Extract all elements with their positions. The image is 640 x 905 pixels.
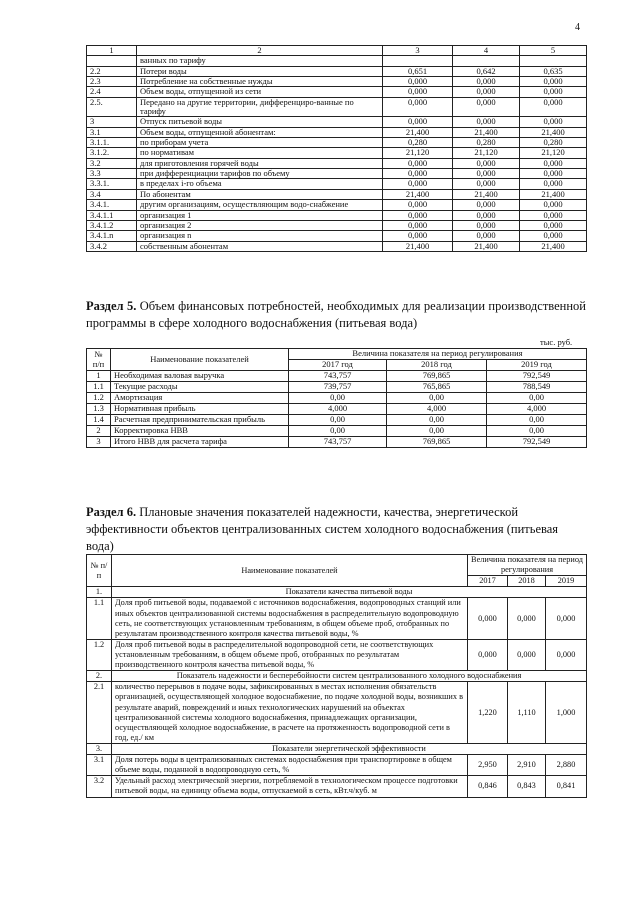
value-cell: 0,000 xyxy=(453,231,520,241)
table-body xyxy=(87,56,587,252)
row-label: Передано на другие территории, дифференциро-ванные по тарифу xyxy=(137,97,383,117)
indicators-table xyxy=(86,554,587,798)
value-cell: 0,000 xyxy=(383,169,453,179)
value-cell: 0,000 xyxy=(508,598,546,639)
value-cell: 21,120 xyxy=(453,148,520,158)
row-number: 3.4.1. xyxy=(87,200,137,210)
row-label: Удельный расход электрической энергии, потребляемой в технологическом процессе подготовки питьевой воды, на единицу объема воды, отпускаемой в сеть, кВт.ч/куб. м xyxy=(112,776,468,797)
table-row xyxy=(87,138,587,148)
header-cell-year: 2018 год xyxy=(387,360,487,371)
row-number: 1.2 xyxy=(87,393,111,404)
row-label: Потребление на собственные нужды xyxy=(137,77,383,87)
water-volume-table xyxy=(86,45,587,252)
header-cell: 2 xyxy=(137,46,383,56)
value-cell: 0,000 xyxy=(383,87,453,97)
section-6-heading xyxy=(86,504,586,555)
row-label: Итого НВВ для расчета тарифа xyxy=(111,437,289,448)
value-cell xyxy=(520,56,587,66)
value-cell: 743,757 xyxy=(289,437,387,448)
row-number: 3 xyxy=(87,437,111,448)
value-cell xyxy=(383,56,453,66)
value-cell: 0,642 xyxy=(453,66,520,76)
page-number: 4 xyxy=(575,22,580,33)
value-cell: 765,865 xyxy=(387,382,487,393)
value-cell: 0,00 xyxy=(487,393,587,404)
row-number: 3.3 xyxy=(87,169,137,179)
value-cell: 0,651 xyxy=(383,66,453,76)
value-cell: 21,400 xyxy=(520,241,587,251)
value-cell: 0,000 xyxy=(383,220,453,230)
row-number: 3.1 xyxy=(87,755,112,776)
table-row xyxy=(87,426,587,437)
value-cell: 0,00 xyxy=(289,393,387,404)
value-cell: 739,757 xyxy=(289,382,387,393)
value-cell: 2,880 xyxy=(546,755,587,776)
table-row xyxy=(87,179,587,189)
table-row xyxy=(87,371,587,382)
value-cell: 0,000 xyxy=(468,598,508,639)
row-number: 3.1.2. xyxy=(87,148,137,158)
value-cell: 0,000 xyxy=(520,200,587,210)
value-cell: 4,000 xyxy=(487,404,587,415)
table-row xyxy=(87,755,587,776)
table-row xyxy=(87,77,587,87)
table-row xyxy=(87,210,587,220)
value-cell: 788,549 xyxy=(487,382,587,393)
row-label: организация 2 xyxy=(137,220,383,230)
value-cell: 792,549 xyxy=(487,437,587,448)
table-row xyxy=(87,148,587,158)
value-cell: 21,400 xyxy=(383,241,453,251)
row-number: 3.1.1. xyxy=(87,138,137,148)
header-cell: 5 xyxy=(520,46,587,56)
row-number: 1. xyxy=(87,587,112,598)
table-row xyxy=(87,127,587,137)
table-row xyxy=(87,404,587,415)
financial-needs-table xyxy=(86,348,587,448)
table-row xyxy=(87,56,587,66)
value-cell: 0,000 xyxy=(520,210,587,220)
header-cell-year: 2019 год xyxy=(487,360,587,371)
value-cell: 0,841 xyxy=(546,776,587,797)
row-label: ванных по тарифу xyxy=(137,56,383,66)
value-cell: 0,000 xyxy=(453,87,520,97)
value-cell: 21,400 xyxy=(383,189,453,199)
table-row xyxy=(87,437,587,448)
table-row xyxy=(87,169,587,179)
value-cell: 0,000 xyxy=(520,220,587,230)
value-cell: 0,000 xyxy=(520,158,587,168)
header-cell-year: 2017 xyxy=(468,576,508,587)
table-row xyxy=(87,231,587,241)
row-number: 3.2 xyxy=(87,158,137,168)
row-label: Текущие расходы xyxy=(111,382,289,393)
row-number: 3.4.1.2 xyxy=(87,220,137,230)
header-cell-year: 2017 год xyxy=(289,360,387,371)
value-cell: 0,000 xyxy=(383,77,453,87)
value-cell: 792,549 xyxy=(487,371,587,382)
header-cell-name: Наименование показателей xyxy=(112,555,468,587)
value-cell: 2,910 xyxy=(508,755,546,776)
value-cell: 0,000 xyxy=(546,598,587,639)
value-cell: 0,843 xyxy=(508,776,546,797)
section-5-heading xyxy=(86,298,586,332)
section-row xyxy=(87,587,587,598)
header-cell: 3 xyxy=(383,46,453,56)
table-row xyxy=(87,382,587,393)
table-row xyxy=(87,200,587,210)
value-cell: 0,000 xyxy=(520,179,587,189)
table-row xyxy=(87,682,587,744)
row-label: количество перерывов в подаче воды, зафиксированных в местах исполнения обязательств организацией, осуществляющей холодное водоснабжение, по подаче холодной воды, возникших в результате аварий, повреждений и иных технологических нарушений на объектах централизованной системы холодного водоснабжения, принадлежащих организации, осуществляющей холодное водоснабжение, в расчете на протяженность водопроводной сети в год, ед./ км xyxy=(112,682,468,744)
header-cell-year: 2018 xyxy=(508,576,546,587)
value-cell: 0,000 xyxy=(383,179,453,189)
value-cell: 4,000 xyxy=(289,404,387,415)
value-cell: 0,00 xyxy=(487,415,587,426)
section-5-label: Раздел 5. xyxy=(86,299,137,313)
row-number: 2.1 xyxy=(87,682,112,744)
table-row xyxy=(87,415,587,426)
table-row xyxy=(87,220,587,230)
value-cell: 0,000 xyxy=(453,158,520,168)
row-number: 1.1 xyxy=(87,382,111,393)
value-cell: 0,000 xyxy=(453,169,520,179)
value-cell: 0,00 xyxy=(387,393,487,404)
row-label: при дифференциации тарифов по объему xyxy=(137,169,383,179)
row-label: по приборам учета xyxy=(137,138,383,148)
row-number: 3.2 xyxy=(87,776,112,797)
row-label: Необходимая валовая выручка xyxy=(111,371,289,382)
value-cell: 0,000 xyxy=(520,231,587,241)
section-row xyxy=(87,671,587,682)
value-cell: 769,865 xyxy=(387,371,487,382)
table-row xyxy=(87,66,587,76)
header-cell-group: Величина показателя на период регулирования xyxy=(468,555,587,576)
header-cell-year: 2019 xyxy=(546,576,587,587)
value-cell: 21,400 xyxy=(453,241,520,251)
value-cell: 4,000 xyxy=(387,404,487,415)
value-cell: 21,400 xyxy=(520,127,587,137)
value-cell: 1,110 xyxy=(508,682,546,744)
value-cell: 21,400 xyxy=(453,127,520,137)
table-row xyxy=(87,189,587,199)
value-cell: 0,00 xyxy=(387,426,487,437)
value-cell: 21,400 xyxy=(383,127,453,137)
header-cell-name: Наименование показателей xyxy=(111,349,289,371)
section-row xyxy=(87,743,587,754)
table-row xyxy=(87,598,587,639)
value-cell: 0,000 xyxy=(520,87,587,97)
table-header-row xyxy=(87,349,587,360)
value-cell: 0,000 xyxy=(383,200,453,210)
value-cell: 0,00 xyxy=(487,426,587,437)
header-cell-group: Величина показателя на период регулирования xyxy=(289,349,587,360)
row-label: Расчетная предпринимательская прибыль xyxy=(111,415,289,426)
table-row xyxy=(87,97,587,117)
table-body xyxy=(87,587,587,797)
row-number: 2.5. xyxy=(87,97,137,117)
value-cell: 743,757 xyxy=(289,371,387,382)
row-label: Отпуск питьевой воды xyxy=(137,117,383,127)
value-cell: 0,000 xyxy=(520,117,587,127)
section-title: Показатели энергетической эффективности xyxy=(112,743,587,754)
row-label: Доля потерь воды в централизованных системах водоснабжения при транспортировке в общем объеме воды, поданной в водопроводную сеть, % xyxy=(112,755,468,776)
row-number: 3 xyxy=(87,117,137,127)
value-cell: 0,000 xyxy=(453,220,520,230)
row-number: 1 xyxy=(87,371,111,382)
value-cell: 0,000 xyxy=(453,77,520,87)
row-label: Потери воды xyxy=(137,66,383,76)
header-cell: 4 xyxy=(453,46,520,56)
row-label: по нормативам xyxy=(137,148,383,158)
value-cell: 0,00 xyxy=(387,415,487,426)
value-cell: 0,000 xyxy=(520,77,587,87)
header-cell-num: № п/п xyxy=(87,349,111,371)
row-number: 3.1 xyxy=(87,127,137,137)
value-cell: 769,865 xyxy=(387,437,487,448)
table-row xyxy=(87,776,587,797)
row-number: 2.2 xyxy=(87,66,137,76)
table-body xyxy=(87,371,587,448)
row-label: организация 1 xyxy=(137,210,383,220)
header-cell-num: № п/п xyxy=(87,555,112,587)
table-row xyxy=(87,158,587,168)
row-number: 3.4.2 xyxy=(87,241,137,251)
row-number: 2.3 xyxy=(87,77,137,87)
row-label: организация n xyxy=(137,231,383,241)
value-cell: 0,00 xyxy=(289,426,387,437)
section-title: Показатель надежности и бесперебойности систем централизованного холодного водоснабжения xyxy=(112,671,587,682)
value-cell: 1,220 xyxy=(468,682,508,744)
value-cell: 21,400 xyxy=(453,189,520,199)
row-label: По абонентам xyxy=(137,189,383,199)
row-label: другим организациям, осуществляющим водо-снабжение xyxy=(137,200,383,210)
row-label: Доля проб питьевой воды в распределительной водопроводной сети, не соответствующих установленным требованиям, в общем объеме проб, отобранных по результатам производственного контроля качества питьевой воды, % xyxy=(112,639,468,670)
row-number: 1.3 xyxy=(87,404,111,415)
value-cell: 21,400 xyxy=(520,189,587,199)
value-cell: 21,120 xyxy=(383,148,453,158)
value-cell: 1,000 xyxy=(546,682,587,744)
row-number: 2 xyxy=(87,426,111,437)
row-label: Объем воды, отпущенной абонентам: xyxy=(137,127,383,137)
value-cell: 21,120 xyxy=(520,148,587,158)
section-5-title: Объем финансовых потребностей, необходимых для реализации производственной программы в сфере холодного водоснабжения (питьевая вода) xyxy=(86,299,586,330)
row-label: Доля проб питьевой воды, подаваемой с источников водоснабжения, водопроводных станций или иных объектов централизованной системы водоснабжения в распределительную водопроводную сеть, не соответствующих установленным требованиям, в общем объеме проб, отобранных по результатам производственного контроля качества питьевой воды, % xyxy=(112,598,468,639)
value-cell: 0,635 xyxy=(520,66,587,76)
row-number: 1.4 xyxy=(87,415,111,426)
table-header-row xyxy=(87,46,587,56)
value-cell: 0,000 xyxy=(453,117,520,127)
value-cell: 2,950 xyxy=(468,755,508,776)
table-row xyxy=(87,117,587,127)
row-number: 3.3.1. xyxy=(87,179,137,189)
value-cell: 0,000 xyxy=(508,639,546,670)
table-row xyxy=(87,393,587,404)
value-cell: 0,000 xyxy=(520,169,587,179)
section-title: Показатели качества питьевой воды xyxy=(112,587,587,598)
section-6-label: Раздел 6. xyxy=(86,505,137,519)
unit-label: тыс. руб. xyxy=(540,337,573,347)
row-number: 1.2 xyxy=(87,639,112,670)
value-cell: 0,000 xyxy=(383,210,453,220)
row-number xyxy=(87,56,137,66)
table-row xyxy=(87,639,587,670)
row-label: в пределах i-го объема xyxy=(137,179,383,189)
value-cell: 0,000 xyxy=(453,97,520,117)
row-label: для приготовления горячей воды xyxy=(137,158,383,168)
value-cell: 0,000 xyxy=(383,158,453,168)
value-cell: 0,000 xyxy=(383,97,453,117)
section-6-title: Плановые значения показателей надежности, качества, энергетической эффективности объектов централизованных систем холодного водоснабжения (питьевая вода) xyxy=(86,505,559,553)
value-cell: 0,846 xyxy=(468,776,508,797)
row-label: собственным абонентам xyxy=(137,241,383,251)
value-cell: 0,280 xyxy=(383,138,453,148)
value-cell: 0,000 xyxy=(546,639,587,670)
table-row xyxy=(87,87,587,97)
row-label: Нормативная прибыль xyxy=(111,404,289,415)
table-row xyxy=(87,241,587,251)
row-number: 3.4 xyxy=(87,189,137,199)
value-cell: 0,280 xyxy=(520,138,587,148)
row-label: Амортизация xyxy=(111,393,289,404)
value-cell: 0,000 xyxy=(468,639,508,670)
row-label: Объем воды, отпущенной из сети xyxy=(137,87,383,97)
row-number: 3.4.1.n xyxy=(87,231,137,241)
value-cell: 0,000 xyxy=(520,97,587,117)
value-cell xyxy=(453,56,520,66)
row-number: 2. xyxy=(87,671,112,682)
value-cell: 0,000 xyxy=(383,231,453,241)
row-number: 3. xyxy=(87,743,112,754)
value-cell: 0,000 xyxy=(383,117,453,127)
row-number: 1.1 xyxy=(87,598,112,639)
value-cell: 0,000 xyxy=(453,179,520,189)
row-number: 2.4 xyxy=(87,87,137,97)
value-cell: 0,280 xyxy=(453,138,520,148)
row-label: Корректировка НВВ xyxy=(111,426,289,437)
value-cell: 0,000 xyxy=(453,200,520,210)
table-header-row xyxy=(87,555,587,576)
value-cell: 0,00 xyxy=(289,415,387,426)
value-cell: 0,000 xyxy=(453,210,520,220)
row-number: 3.4.1.1 xyxy=(87,210,137,220)
header-cell: 1 xyxy=(87,46,137,56)
